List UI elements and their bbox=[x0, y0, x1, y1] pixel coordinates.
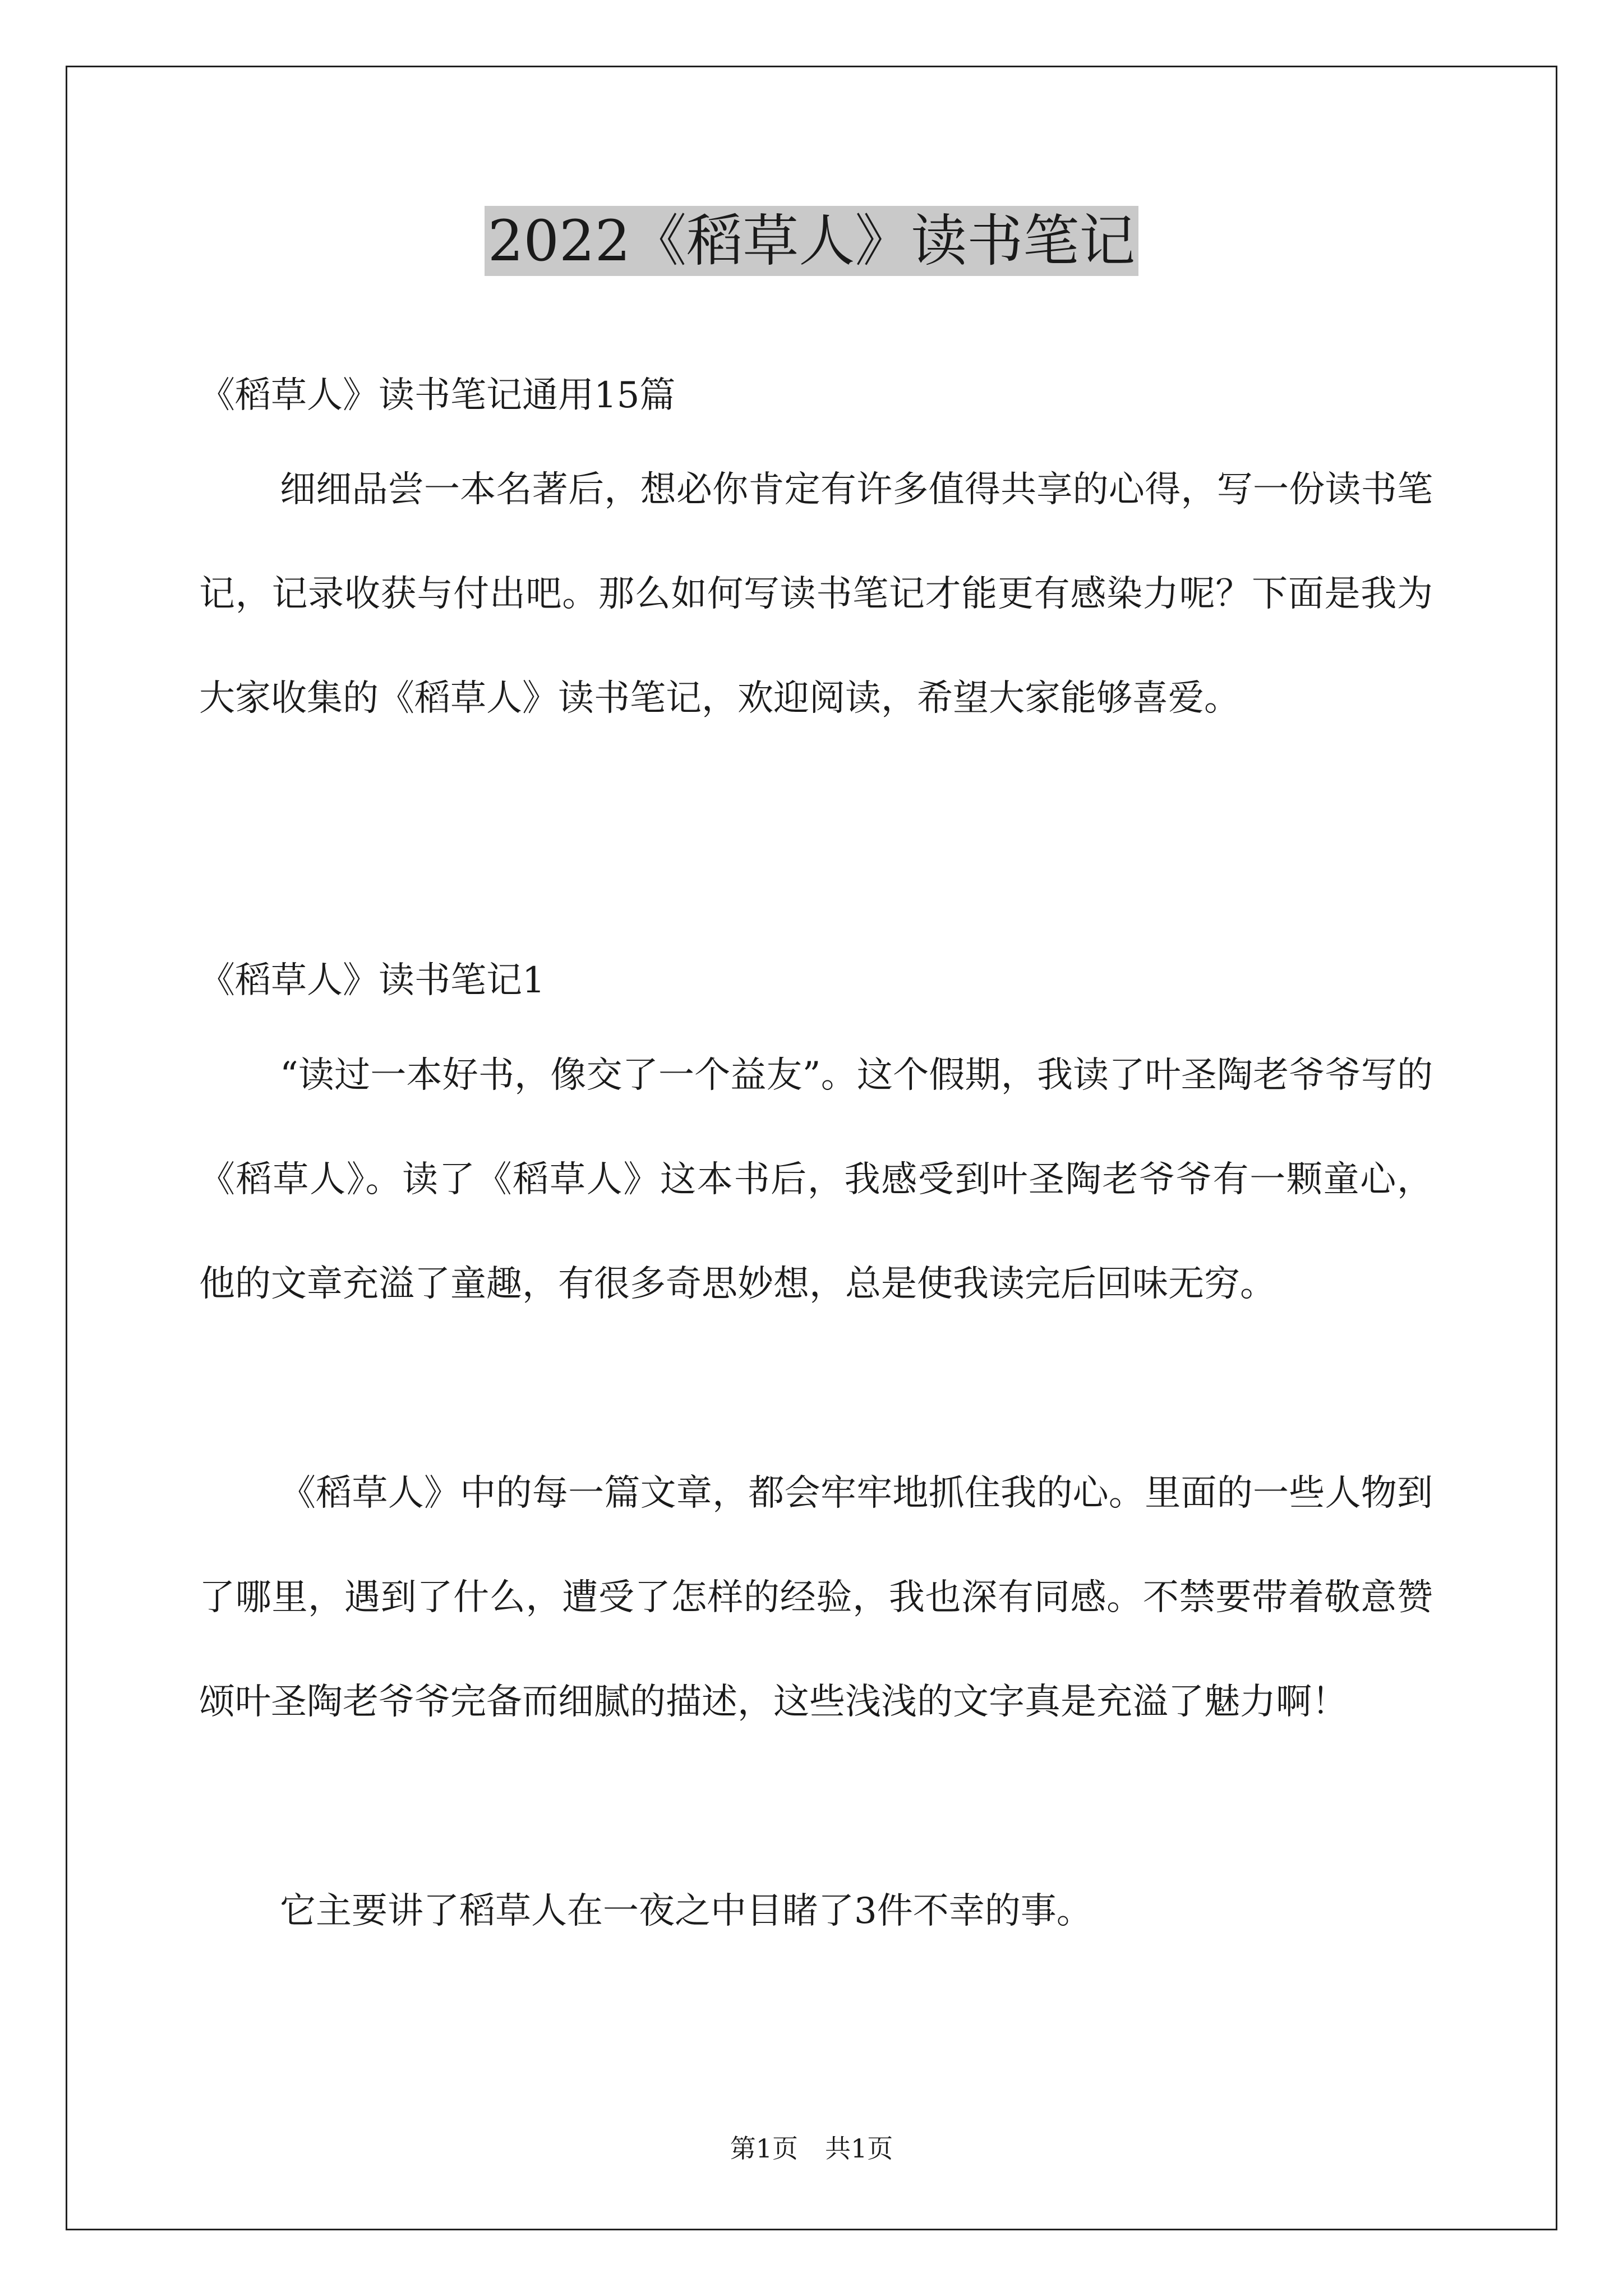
page-footer bbox=[0, 2132, 1623, 2165]
section-heading: 《稻草人》读书笔记1 bbox=[199, 960, 545, 1001]
document-subtitle: 《稻草人》读书笔记通用15篇 bbox=[199, 375, 676, 416]
body-paragraph-2: 《稻草人》中的每一篇文章，都会牢牢地抓住我的心。里面的一些人物到了哪里，遇到了什么，遭受了怎样的经验，我也深有同感。不禁要带着敬意赞颂叶圣陶老爷爷完备而细腻的描述，这些浅浅的文字真是充溢了魅力啊！ bbox=[199, 1473, 1433, 1723]
document-title bbox=[0, 202, 1623, 280]
document-title-text: 2022《稻草人》读书笔记 bbox=[485, 206, 1139, 276]
page-number-total: 共1页 bbox=[825, 2133, 893, 2164]
body-paragraph-1: “读过一本好书，像交了一个益友”。这个假期，我读了叶圣陶老爷爷写的《稻草人》。读了《稻草人》这本书后，我感受到叶圣陶老爷爷有一颗童心，他的文章充溢了童趣，有很多奇思妙想，总是使我读完后回味无穷。 bbox=[199, 1055, 1433, 1305]
body-paragraph-3: 它主要讲了稻草人在一夜之中目睹了3件不幸的事。 bbox=[280, 1890, 1092, 1932]
page-number-current: 第1页 bbox=[730, 2133, 798, 2164]
intro-paragraph: 细细品尝一本名著后，想必你肯定有许多值得共享的心得，写一份读书笔记，记录收获与付出吧。那么如何写读书笔记才能更有感染力呢？下面是我为大家收集的《稻草人》读书笔记，欢迎阅读，希望大家能够喜爱。 bbox=[199, 469, 1433, 719]
